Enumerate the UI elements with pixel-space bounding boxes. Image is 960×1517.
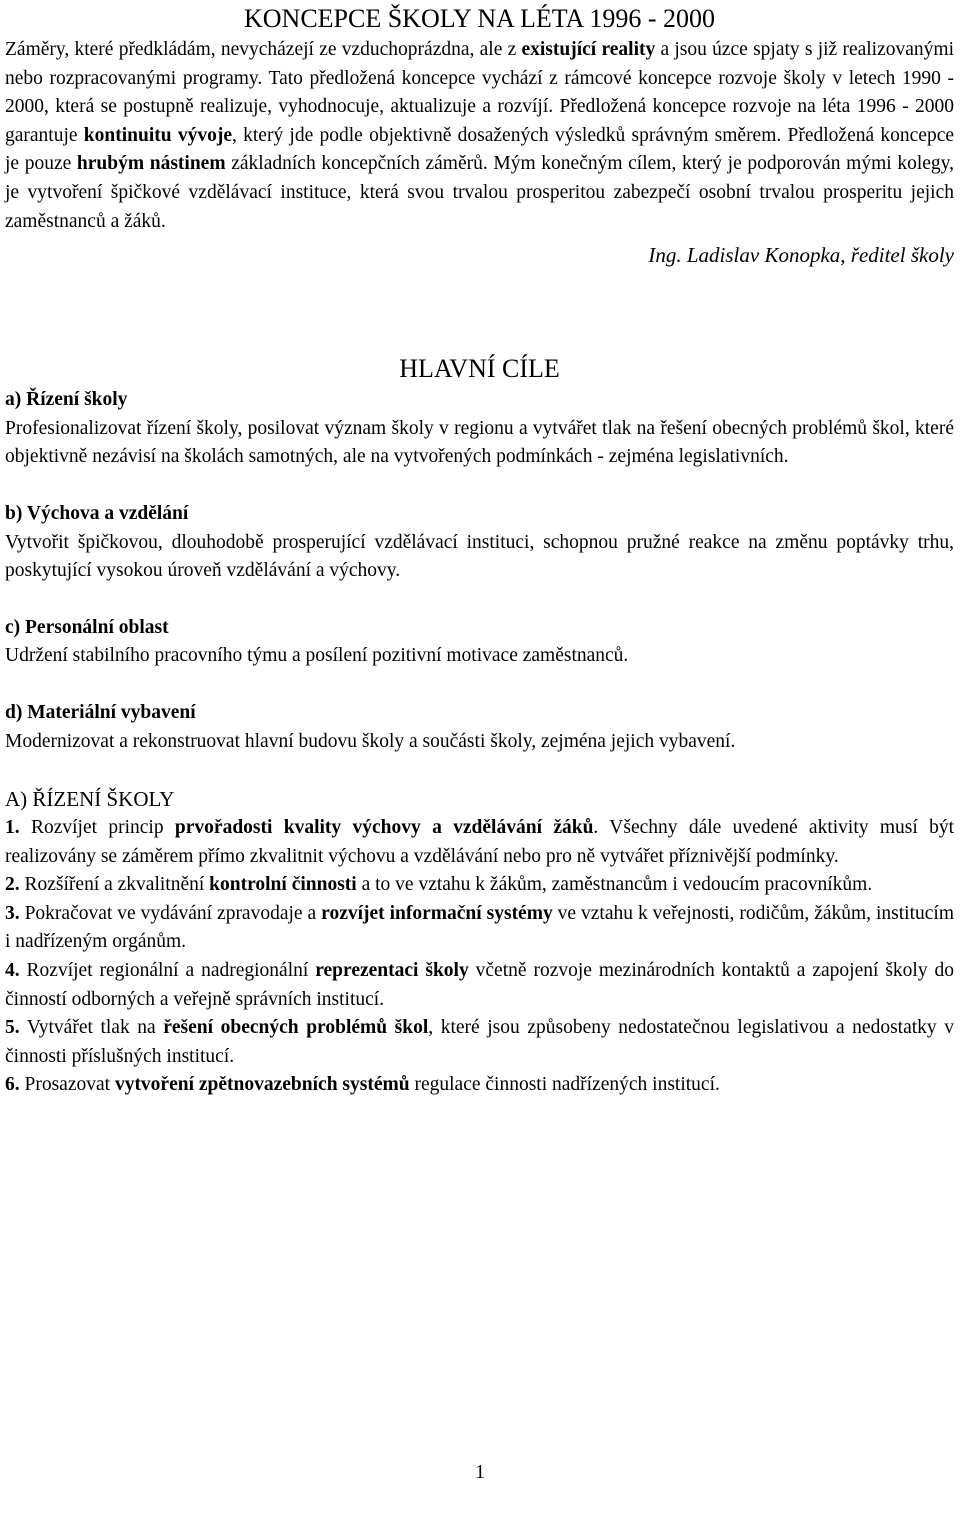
item-number: 2. bbox=[5, 874, 20, 896]
item-text: a to ve vztahu k žákům, zaměstnancům i vedoucím pracovníkům. bbox=[356, 874, 873, 896]
item-text: včetně rozvoje mezinárodních kontaktů a zapojení školy do činností odborných a veřejně správních institucí. bbox=[5, 960, 954, 1010]
intro-text: , který jde podle objektivně dosažených výsledků správným směrem. Předložená koncepce je pouze bbox=[5, 124, 954, 175]
list-item bbox=[5, 957, 954, 1014]
spacer bbox=[5, 756, 954, 784]
intro-emphasis: existující reality bbox=[521, 39, 656, 60]
item-emphasis: řešení obecných problémů škol bbox=[163, 1017, 429, 1039]
section-heading: c) Personální oblast bbox=[5, 616, 169, 638]
section-heading: b) Výchova a vzdělání bbox=[5, 502, 189, 524]
intro-text: základních koncepčních záměrů. Mým konečným cílem, který je podporován mými kolegy, je vytvoření špičkové vzdělávací instituce, která svou trvalou prosperitou zabezpečí osobní trvalou prosperitu jejich zaměstnanců a žáků. bbox=[5, 153, 955, 232]
spacer bbox=[5, 472, 954, 500]
item-emphasis: prvořadosti kvality výchovy a vzdělávání žáků bbox=[174, 817, 594, 839]
section-text: Profesionalizovat řízení školy, posilovat význam školy v regionu a vytvářet tlak na řešení obecných problémů škol, které objektivně nezávisí na školách samotných, ale na vytvořených podmínkách - zejména legislativních. bbox=[5, 417, 954, 468]
list-item bbox=[5, 814, 954, 871]
spacer bbox=[5, 586, 954, 614]
item-emphasis: reprezentaci školy bbox=[315, 960, 469, 982]
item-text: ve vztahu k veřejnosti, rodičům, žákům, institucím i nadřízeným orgánům. bbox=[5, 902, 954, 953]
list-item bbox=[5, 1071, 954, 1100]
intro-text: Záměry, které předkládám, nevycházejí ze vzduchoprázdna, ale z bbox=[5, 39, 522, 60]
item-text: Rozvíjet regionální a nadregionální bbox=[19, 960, 316, 982]
item-text: Rozvíjet princip bbox=[19, 817, 175, 839]
item-text: regulace činnosti nadřízených institucí. bbox=[409, 1074, 720, 1096]
page-number: 1 bbox=[475, 1461, 485, 1483]
item-number: 5. bbox=[5, 1017, 20, 1039]
item-text: , které jsou způsobeny nedostatečnou legislativou a nedostatky v činnosti příslušných institucí. bbox=[5, 1017, 954, 1067]
goal-section bbox=[5, 699, 954, 756]
item-text: Vytvářet tlak na bbox=[19, 1017, 164, 1039]
author-signature: Ing. Ladislav Konopka, ředitel školy bbox=[648, 243, 954, 268]
list-item bbox=[5, 1014, 954, 1071]
section-text: Modernizovat a rekonstruovat hlavní budovu školy a součásti školy, zejména jejich vybavení. bbox=[5, 730, 736, 752]
intro-emphasis: kontinuitu vývoje bbox=[83, 124, 232, 146]
subheading-school-management: A) ŘÍZENÍ ŠKOLY bbox=[5, 787, 175, 812]
item-number: 6. bbox=[5, 1074, 20, 1096]
numbered-list bbox=[5, 814, 954, 1100]
item-emphasis: kontrolní činnosti bbox=[209, 874, 357, 896]
item-emphasis: vytvoření zpětnovazebních systémů bbox=[114, 1074, 410, 1096]
item-text: Prosazovat bbox=[19, 1074, 115, 1096]
intro-paragraph bbox=[5, 36, 954, 236]
intro-emphasis: hrubým nástinem bbox=[76, 153, 226, 175]
goal-section bbox=[5, 500, 954, 586]
section-heading: d) Materiální vybavení bbox=[5, 701, 196, 723]
document-title: KONCEPCE ŠKOLY NA LÉTA 1996 - 2000 bbox=[243, 4, 716, 33]
spacer bbox=[5, 671, 954, 699]
item-text: . Všechny dále uvedené aktivity musí být realizovány se záměrem přímo zkvalitnit výchovu a vzdělávání nebo pro ně vytvářet příznivější podmínky. bbox=[5, 817, 954, 867]
goals-title: HLAVNÍ CÍLE bbox=[399, 354, 560, 384]
item-text: Rozšíření a zkvalitnění bbox=[19, 874, 210, 896]
section-heading: a) Řízení školy bbox=[5, 389, 128, 411]
item-text: Pokračovat ve vydávání zpravodaje a bbox=[19, 902, 322, 924]
intro-text: a jsou úzce spjaty s již realizovanými nebo rozpracovanými programy. Tato předložená koncepce vychází z rámcové koncepce rozvoje školy v letech 1990 - 2000, která se postupně realizuje, vyhodnocuje, aktualizuje a rozvíjí. Předložená koncepce rozvoje na léta 1996 - 2000 garantuje bbox=[5, 39, 954, 146]
item-number: 4. bbox=[5, 960, 20, 982]
item-number: 1. bbox=[5, 817, 20, 839]
goal-section bbox=[5, 614, 954, 671]
goal-section bbox=[5, 386, 954, 472]
item-number: 3. bbox=[5, 902, 20, 924]
section-text: Vytvořit špičkovou, dlouhodobě prosperující vzdělávací instituci, schopnou pružné reakce na změnu poptávky trhu, poskytující vysokou úroveň vzdělávání a výchovy. bbox=[5, 531, 954, 582]
list-item bbox=[5, 871, 954, 900]
section-text: Udržení stabilního pracovního týmu a posílení pozitivní motivace zaměstnanců. bbox=[5, 645, 629, 667]
item-emphasis: rozvíjet informační systémy bbox=[321, 902, 553, 924]
list-item bbox=[5, 900, 954, 957]
